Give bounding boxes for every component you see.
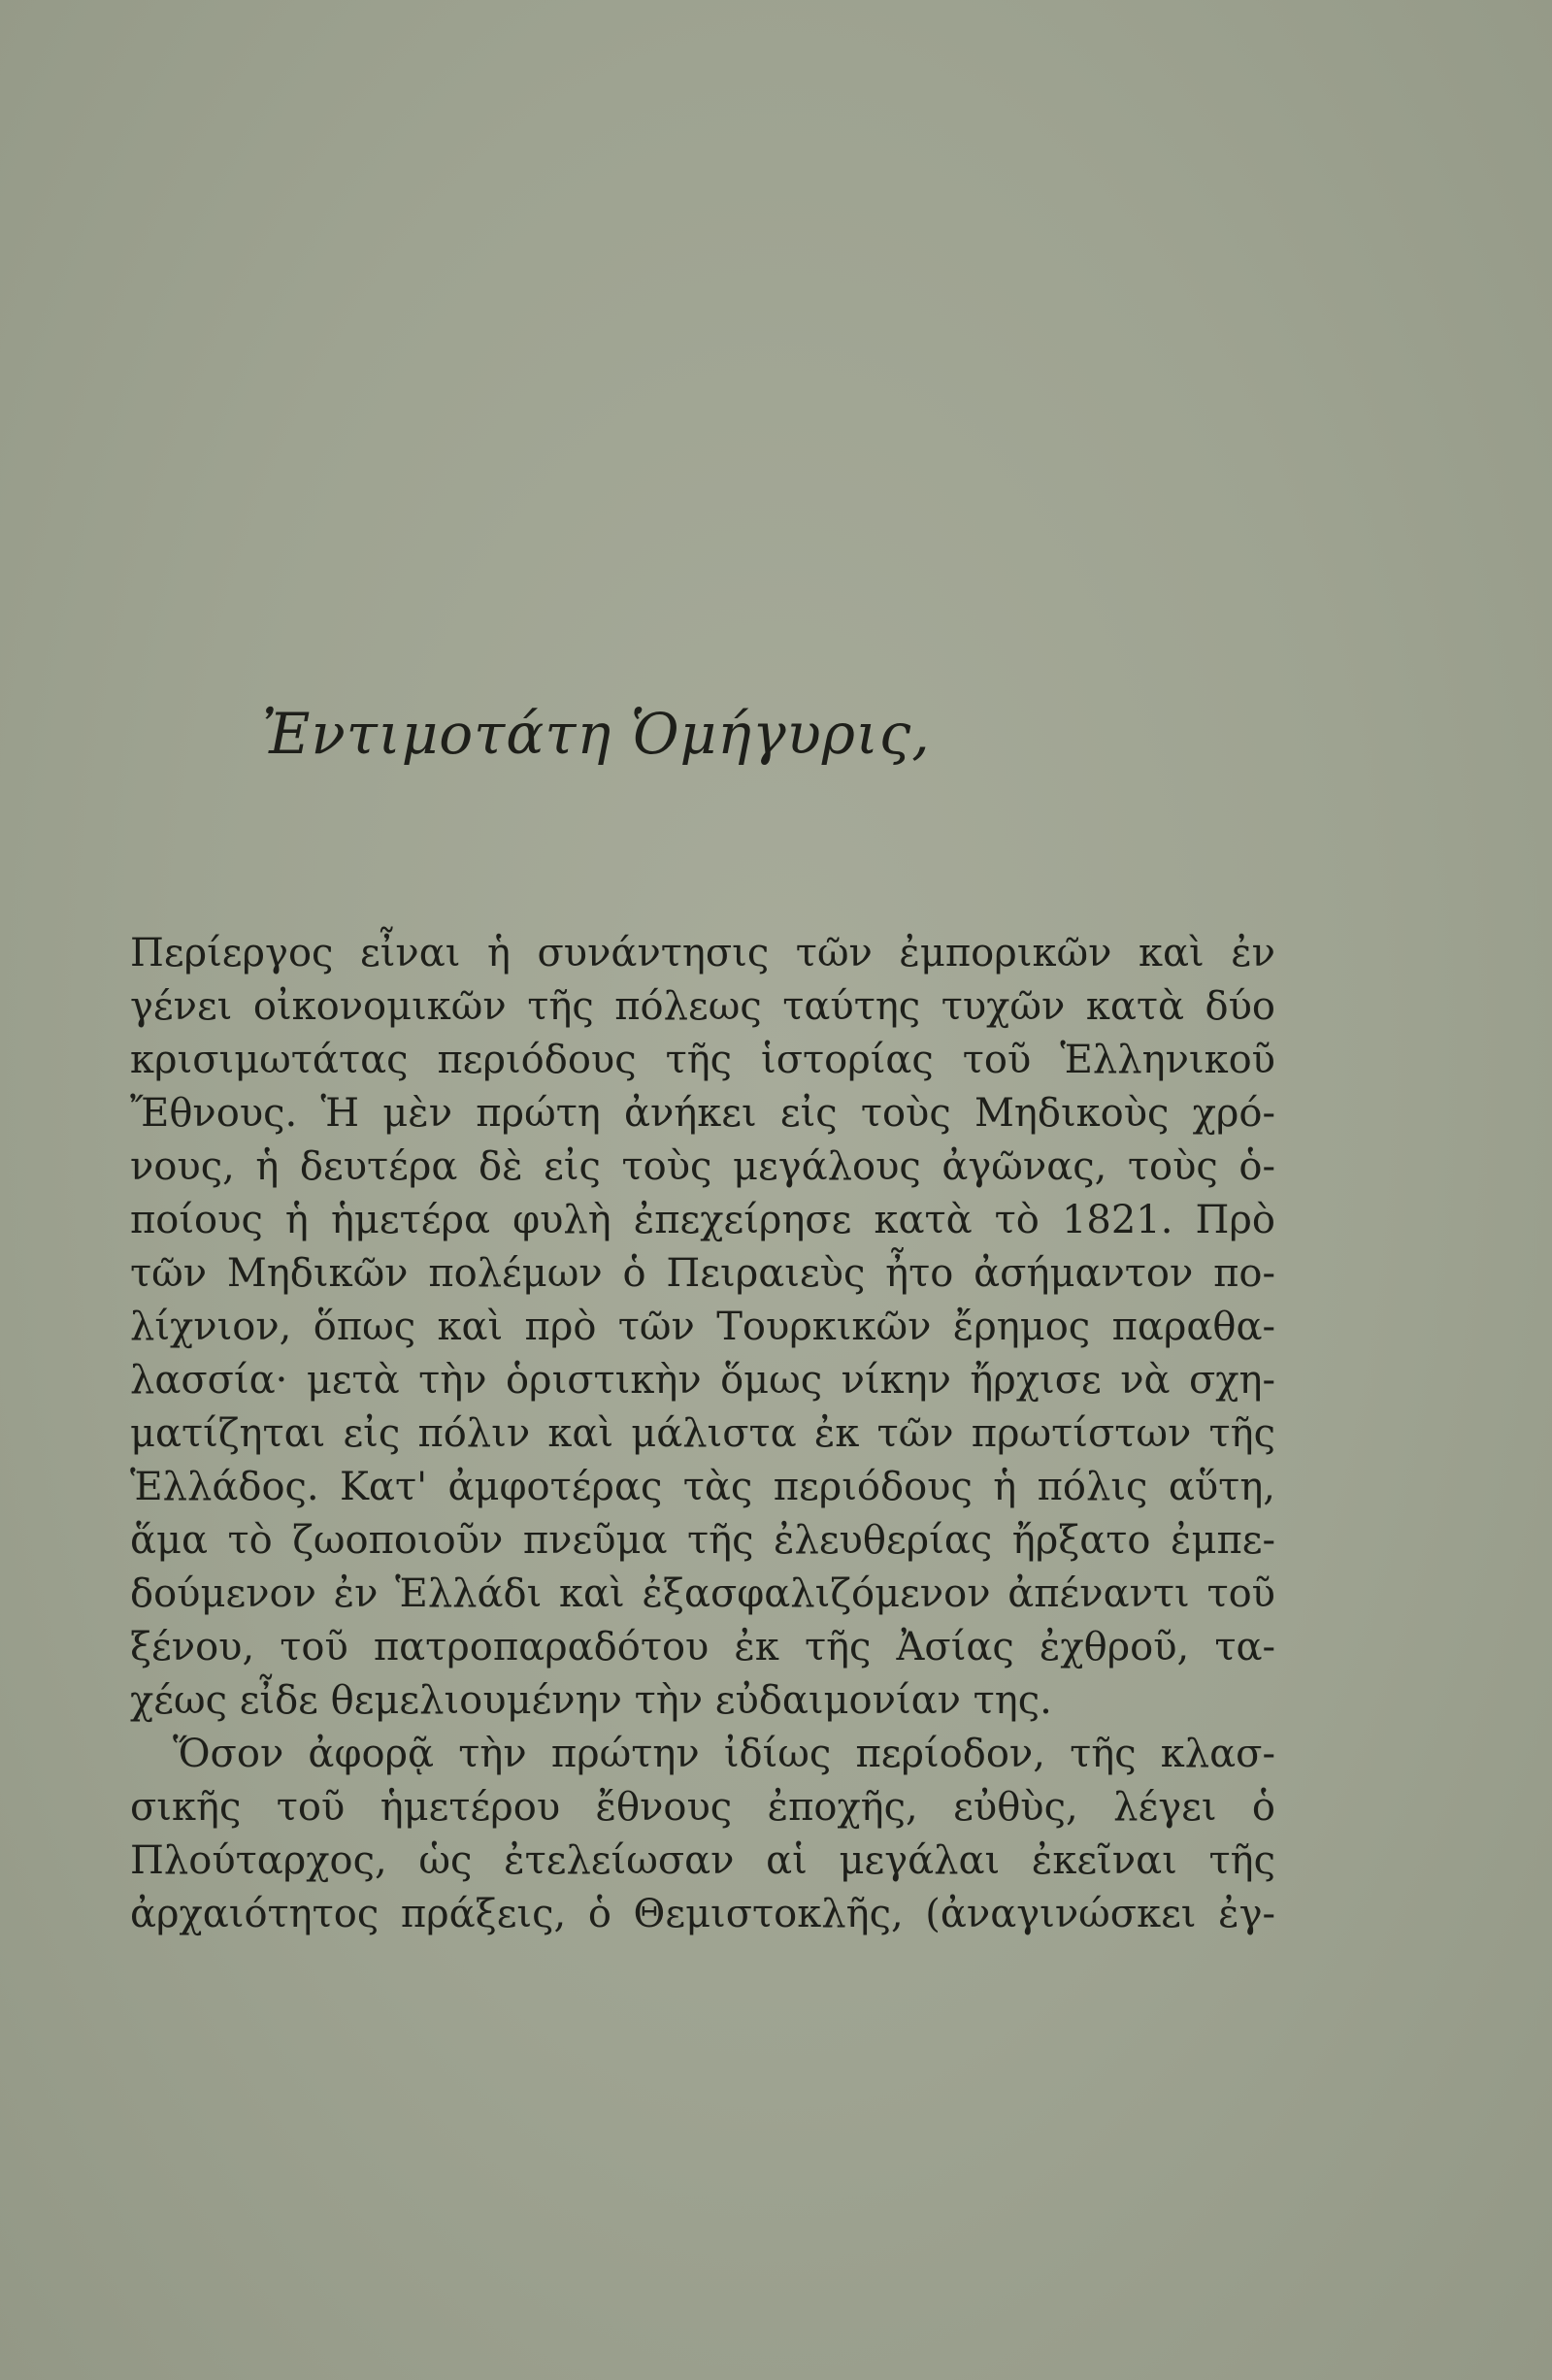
text-line: Περίεργος εἶναι ἡ συνάντησις τῶν ἐμπορικῶν καὶ ἐν [130,931,1275,975]
text-line: Ἑλλάδος. Κατ' ἀμφοτέρας τὰς περιόδους ἡ πόλις αὕτη, [130,1465,1275,1509]
paragraph-2 [130,1728,1275,1941]
text-line: ἀρχαιότητος πράξεις, ὁ Θεμιστοκλῆς, (ἀναγινώσκει ἐγ- [130,1892,1275,1936]
body-text [130,927,1275,1941]
text-line: τῶν Μηδικῶν πολέμων ὁ Πειραιεὺς ἦτο ἀσήμαντον πο- [130,1251,1275,1296]
text-line: σικῆς τοῦ ἡμετέρου ἔθνους ἐποχῆς, εὐθὺς, λέγει ὁ [130,1785,1275,1830]
text-line: ἅμα τὸ ζωοποιοῦν πνεῦμα τῆς ἐλευθερίας ἤρξατο ἐμπε- [130,1518,1275,1563]
text-line: Ἔθνους. Ἡ μὲν πρώτη ἀνήκει εἰς τοὺς Μηδικοὺς χρό- [130,1091,1275,1136]
text-line: ποίους ἡ ἡμετέρα φυλὴ ἐπεχείρησε κατὰ τὸ 1821. Πρὸ [130,1198,1275,1242]
text-line: λίχνιον, ὅπως καὶ πρὸ τῶν Τουρκικῶν ἔρημος παραθα- [130,1305,1275,1349]
text-line: δούμενον ἐν Ἑλλάδι καὶ ἐξασφαλιζόμενον ἀπέναντι τοῦ [130,1571,1275,1616]
paragraph-1 [130,927,1275,1728]
text-line: Πλούταρχος, ὡς ἐτελείωσαν αἱ μεγάλαι ἐκεῖναι τῆς [130,1838,1275,1883]
text-line: χέως εἶδε θεμελιουμένην τὴν εὐδαιμονίαν της. [130,1678,1052,1723]
text-line: λασσία· μετὰ τὴν ὁριστικὴν ὅμως νίκην ἤρχισε νὰ σχη- [130,1358,1275,1403]
salutation-heading: Ἐντιμοτάτη Ὁμήγυρις, [262,701,931,767]
text-line: κρισιμωτάτας περιόδους τῆς ἱστορίας τοῦ Ἑλληνικοῦ [130,1038,1275,1082]
text-line: Ὅσον ἀφορᾷ τὴν πρώτην ἰδίως περίοδον, τῆς κλασ- [173,1732,1275,1776]
text-line: ξένου, τοῦ πατροπαραδότου ἐκ τῆς Ἀσίας ἐχθροῦ, τα- [130,1625,1275,1669]
text-line: ματίζηται εἰς πόλιν καὶ μάλιστα ἐκ τῶν πρωτίστων τῆς [130,1411,1275,1456]
text-line: νους, ἡ δευτέρα δὲ εἰς τοὺς μεγάλους ἀγῶνας, τοὺς ὁ- [130,1144,1275,1189]
text-line: γένει οἰκονομικῶν τῆς πόλεως ταύτης τυχῶν κατὰ δύο [130,984,1275,1029]
